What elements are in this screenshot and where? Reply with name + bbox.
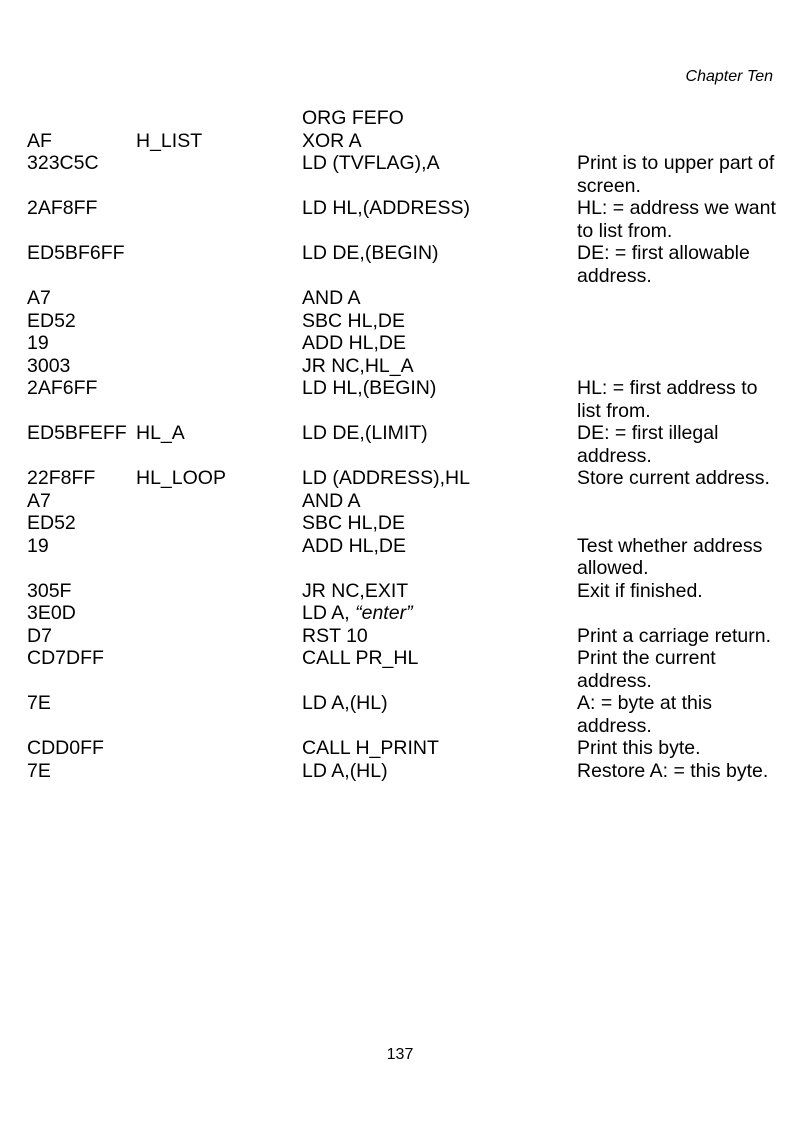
machine-code: 19 <box>27 534 49 557</box>
label: HL_LOOP <box>136 467 226 489</box>
instruction: SBC HL,DE <box>302 309 405 332</box>
instruction: RST 10 <box>302 624 368 647</box>
instruction: CALL H_PRINT <box>302 737 439 759</box>
comment: Exit if finished. <box>577 579 703 602</box>
label <box>136 310 302 333</box>
comment: Test whether address allowed. <box>577 534 763 579</box>
instruction: XOR A <box>302 129 362 152</box>
label <box>136 602 302 625</box>
instruction: LD (ADDRESS),HL <box>302 467 470 489</box>
instruction: LD DE,(LIMIT) <box>302 422 428 444</box>
page-number: 137 <box>386 1046 414 1063</box>
comment <box>577 287 777 310</box>
listing-row <box>27 107 787 130</box>
comment <box>577 355 777 378</box>
instruction: JR NC,EXIT <box>302 579 409 602</box>
listing-row <box>27 535 787 580</box>
instruction: LD A,(HL) <box>302 759 388 782</box>
label <box>136 355 302 378</box>
instruction-text: LD A, <box>302 602 350 624</box>
comment: A: = byte at this address. <box>577 692 712 737</box>
label <box>136 692 302 737</box>
comment: DE: = first illegal address. <box>577 422 719 467</box>
label <box>136 197 302 242</box>
listing-row <box>27 130 787 153</box>
listing-row <box>27 355 787 378</box>
listing-row <box>27 512 787 535</box>
listing-row <box>27 692 787 737</box>
instruction: AND A <box>302 287 361 309</box>
machine-code: ED52 <box>27 512 76 534</box>
label <box>136 760 302 783</box>
instruction: LD HL,(BEGIN) <box>302 377 437 399</box>
listing-row <box>27 490 787 513</box>
assembly-listing <box>27 107 787 782</box>
comment: Print is to upper part of screen. <box>577 152 775 197</box>
machine-code: 7E <box>27 692 51 714</box>
label <box>136 647 302 692</box>
machine-code: 2AF6FF <box>27 377 98 399</box>
machine-code: D7 <box>27 624 52 647</box>
listing-row <box>27 647 787 692</box>
listing-row <box>27 737 787 760</box>
comment <box>577 107 777 130</box>
comment <box>577 602 777 625</box>
chapter-header: Chapter Ten <box>685 68 773 85</box>
listing-row <box>27 197 787 242</box>
machine-code: ED5BF6FF <box>27 242 125 264</box>
instruction: LD HL,(ADDRESS) <box>302 197 470 219</box>
comment <box>577 310 777 333</box>
machine-code: CD7DFF <box>27 647 104 669</box>
listing-row <box>27 580 787 603</box>
label <box>136 625 302 648</box>
comment: Print a carriage return. <box>577 624 772 647</box>
machine-code: 323C5C <box>27 152 99 174</box>
comment: HL: = address we want to list from. <box>577 197 776 242</box>
listing-row <box>27 152 787 197</box>
label <box>136 287 302 310</box>
comment <box>577 490 777 513</box>
label <box>136 580 302 603</box>
listing-row <box>27 760 787 783</box>
listing-row <box>27 467 787 490</box>
label: H_LIST <box>136 129 203 152</box>
machine-code: CDD0FF <box>27 737 104 759</box>
label <box>136 512 302 535</box>
instruction: SBC HL,DE <box>302 512 405 534</box>
instruction: LD (TVFLAG),A <box>302 152 440 174</box>
label <box>136 107 302 130</box>
label: HL_A <box>136 422 185 444</box>
comment: DE: = first allowable address. <box>577 242 750 287</box>
listing-row <box>27 422 787 467</box>
label <box>136 332 302 355</box>
label <box>136 152 302 197</box>
label <box>136 737 302 760</box>
machine-code: 22F8FF <box>27 467 96 489</box>
comment <box>577 130 777 153</box>
machine-code: 305F <box>27 579 72 602</box>
machine-code: 2AF8FF <box>27 197 98 219</box>
listing-row <box>27 332 787 355</box>
comment: Restore A: = this byte. <box>577 759 769 782</box>
instruction <box>302 602 577 625</box>
machine-code: 3E0D <box>27 602 76 624</box>
listing-row <box>27 287 787 310</box>
machine-code: AF <box>27 129 52 152</box>
machine-code: 3003 <box>27 354 71 377</box>
instruction-operand-italic: “enter” <box>355 602 413 624</box>
label <box>136 377 302 422</box>
label <box>136 490 302 513</box>
machine-code: ED52 <box>27 309 76 332</box>
listing-row <box>27 242 787 287</box>
comment: HL: = first address to list from. <box>577 377 758 422</box>
machine-code <box>27 107 136 130</box>
machine-code: A7 <box>27 287 51 309</box>
comment <box>577 332 777 355</box>
instruction: AND A <box>302 489 361 512</box>
comment: Store current address. <box>577 467 770 489</box>
instruction: ADD HL,DE <box>302 534 407 557</box>
machine-code: 19 <box>27 332 49 354</box>
listing-row <box>27 310 787 333</box>
comment: Print the current address. <box>577 647 716 692</box>
listing-row <box>27 625 787 648</box>
instruction: JR NC,HL_A <box>302 354 414 377</box>
instruction: LD A,(HL) <box>302 692 388 714</box>
comment: Print this byte. <box>577 737 701 759</box>
instruction: LD DE,(BEGIN) <box>302 242 439 264</box>
listing-row <box>27 602 787 625</box>
label <box>136 242 302 287</box>
comment <box>577 512 777 535</box>
machine-code: 7E <box>27 759 51 782</box>
machine-code: ED5BFEFF <box>27 422 127 444</box>
label <box>136 535 302 580</box>
instruction: CALL PR_HL <box>302 647 419 669</box>
instruction: ORG FEFO <box>302 107 404 129</box>
listing-row <box>27 377 787 422</box>
machine-code: A7 <box>27 489 51 512</box>
instruction: ADD HL,DE <box>302 332 407 354</box>
